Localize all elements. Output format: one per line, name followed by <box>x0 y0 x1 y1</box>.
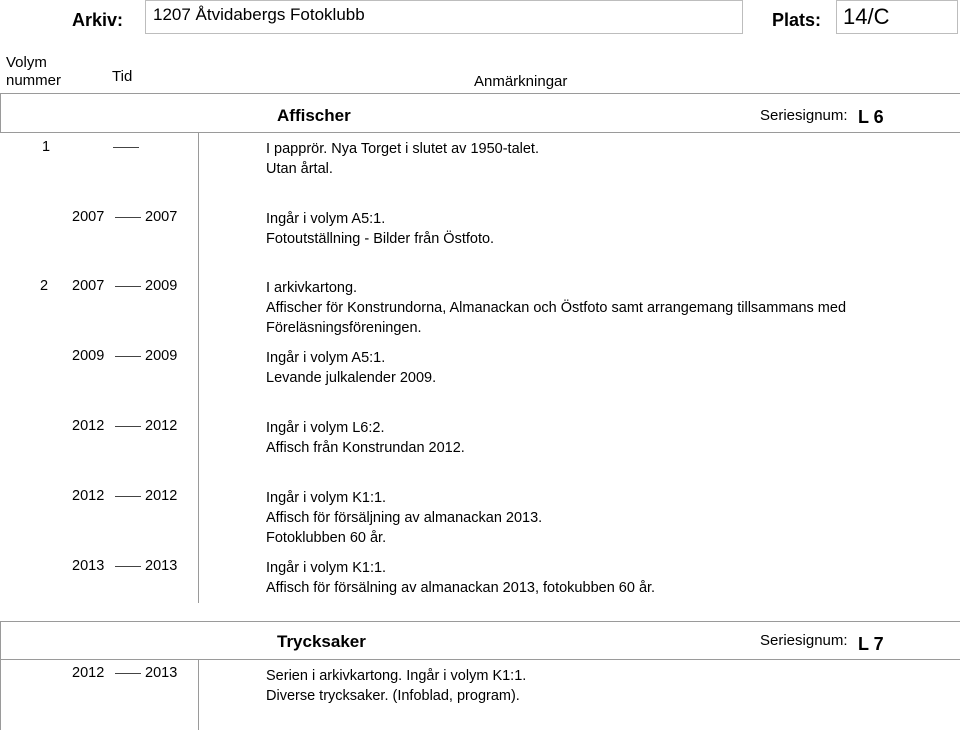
remark-line: Ingår i volym L6:2. <box>266 420 385 436</box>
column-separator <box>198 133 199 603</box>
seriesignum-label: Seriesignum: <box>760 107 848 124</box>
section-title-affischer: Affischer <box>277 106 351 125</box>
time-from: 2007 <box>72 209 105 225</box>
time-from: 2012 <box>72 418 105 434</box>
seriesignum-value: L 6 <box>858 107 884 127</box>
remark-line: Affisch från Konstrundan 2012. <box>266 440 465 456</box>
remark-line: Diverse trycksaker. (Infoblad, program). <box>266 688 520 704</box>
time-to: 2007 <box>145 209 178 225</box>
column-header-volume <box>6 54 61 90</box>
remarks-cell <box>266 209 494 249</box>
time-from: 2012 <box>72 665 105 681</box>
arkiv-label: Arkiv: <box>72 10 124 30</box>
remark-line: Affisch för försälning av almanackan 2013, fotokubben 60 år. <box>266 580 656 596</box>
remarks-cell <box>266 418 465 458</box>
time-to: 2013 <box>145 558 178 574</box>
time-dash <box>115 426 141 427</box>
time-from: 2007 <box>72 278 105 294</box>
remark-line: Fotoutställning - Bilder från Östfoto. <box>266 231 495 247</box>
volume-header-line1: Volym <box>6 54 47 71</box>
remark-line: Affischer för Konstrundorna, Almanackan och Östfoto samt arrangemang tillsammans med <box>266 300 847 316</box>
remark-line: I papprör. Nya Torget i slutet av 1950-talet. <box>266 141 539 157</box>
section-title-trycksaker: Trycksaker <box>277 632 366 651</box>
remark-line: Ingår i volym A5:1. <box>266 350 386 366</box>
remark-line: Affisch för försäljning av almanackan 2013. <box>266 510 543 526</box>
time-dash <box>115 566 141 567</box>
remarks-cell <box>266 666 526 706</box>
remark-line: Ingår i volym K1:1. <box>266 490 387 506</box>
column-header-remarks: Anmärkningar <box>474 73 568 90</box>
time-from: 2009 <box>72 348 105 364</box>
arkiv-field <box>145 0 743 34</box>
time-dash <box>115 217 141 218</box>
time-dash <box>115 356 141 357</box>
time-to: 2012 <box>145 418 178 434</box>
time-dash <box>115 673 141 674</box>
remark-line: Utan årtal. <box>266 161 333 177</box>
remark-line: Ingår i volym A5:1. <box>266 211 386 227</box>
time-from: 2012 <box>72 488 105 504</box>
section-divider <box>0 93 960 94</box>
section-left-border <box>0 621 1 730</box>
time-dash <box>115 286 141 287</box>
section-divider <box>0 659 960 660</box>
remarks-cell <box>266 488 542 548</box>
arkiv-value: 1207 Åtvidabergs Fotoklubb <box>153 5 365 24</box>
remarks-cell <box>266 348 436 388</box>
plats-value: 14/C <box>843 4 890 29</box>
volume-number: 2 <box>40 278 49 294</box>
remark-line: Fotoklubben 60 år. <box>266 530 387 546</box>
volume-header-line2: nummer <box>6 72 62 89</box>
plats-label: Plats: <box>772 10 822 30</box>
column-separator <box>198 660 199 730</box>
time-to: 2009 <box>145 278 178 294</box>
seriesignum-label: Seriesignum: <box>760 632 848 649</box>
column-header-time: Tid <box>112 68 133 85</box>
section-divider <box>0 621 960 622</box>
time-to: 2012 <box>145 488 178 504</box>
remarks-cell <box>266 139 539 179</box>
section-divider <box>0 132 960 133</box>
volume-number: 1 <box>42 139 51 155</box>
remark-line: Föreläsningsföreningen. <box>266 320 422 336</box>
remark-line: Levande julkalender 2009. <box>266 370 437 386</box>
time-dash <box>113 147 139 148</box>
time-from: 2013 <box>72 558 105 574</box>
section-left-border <box>0 93 1 132</box>
time-dash <box>115 496 141 497</box>
seriesignum-value: L 7 <box>858 634 884 654</box>
time-to: 2013 <box>145 665 178 681</box>
remark-line: Ingår i volym K1:1. <box>266 560 387 576</box>
plats-field <box>836 0 958 34</box>
remark-line: I arkivkartong. <box>266 280 358 296</box>
remarks-cell <box>266 558 655 598</box>
time-to: 2009 <box>145 348 178 364</box>
remark-line: Serien i arkivkartong. Ingår i volym K1:1. <box>266 668 527 684</box>
remarks-cell <box>266 278 846 338</box>
